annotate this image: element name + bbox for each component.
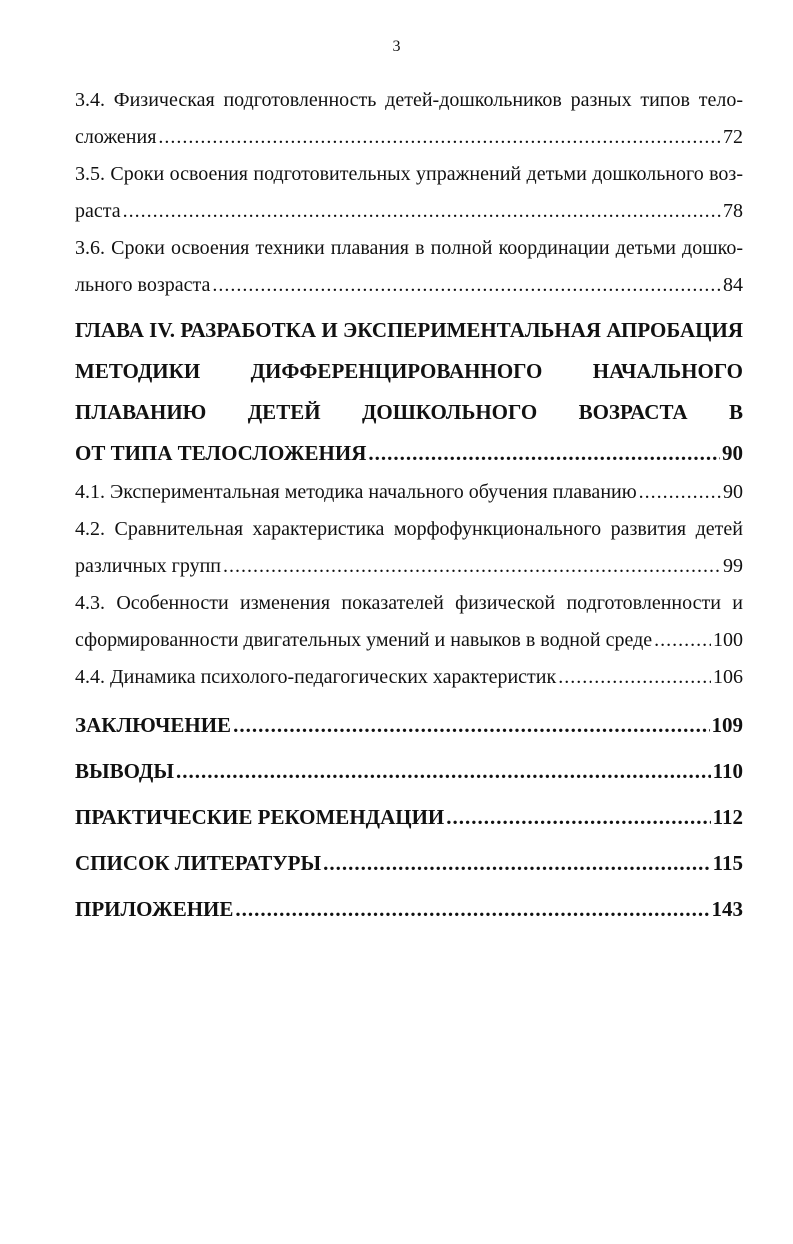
toc-recommendations-label: ПРАКТИЧЕСКИЕ РЕКОМЕНДАЦИИ [75, 805, 445, 829]
dot-leader [223, 548, 721, 585]
toc-findings-page: 110 [712, 759, 743, 783]
toc-entry-3-6-page: 84 [723, 274, 743, 296]
toc-chapter-4-line3: ПЛАВАНИЮ ДЕТЕЙ ДОШКОЛЬНОГО ВОЗРАСТА В [75, 400, 743, 424]
toc-entry-4-2[interactable] [75, 548, 743, 585]
dot-leader [212, 267, 721, 304]
toc-entry-3-6-line1: 3.6. Сроки освоения техники плавания в полной координации детьми дошко- [75, 237, 743, 259]
toc-entry-3-6-line2: льного возраста [75, 274, 211, 296]
toc-findings[interactable] [75, 748, 743, 794]
dot-leader [639, 474, 721, 511]
toc-conclusion-label: ЗАКЛЮЧЕНИЕ [75, 713, 232, 737]
toc-appendix[interactable] [75, 886, 743, 932]
toc-entry-4-3-page: 100 [713, 629, 743, 651]
toc-bibliography-label: СПИСОК ЛИТЕРАТУРЫ [75, 851, 322, 875]
toc-bibliography-page: 115 [712, 851, 743, 875]
toc-chapter-4[interactable] [75, 433, 743, 474]
toc-entry-4-3[interactable] [75, 622, 743, 659]
toc-entry-4-4-line1: 4.4. Динамика психолого-педагогических характеристик [75, 666, 557, 688]
toc-chapter-4-line2: МЕТОДИКИ ДИФФЕРЕНЦИРОВАННОГО НАЧАЛЬНОГО [75, 359, 743, 383]
dot-leader [158, 119, 721, 156]
dot-leader [654, 622, 711, 659]
toc-entry-3-5-line2: раста [75, 200, 121, 222]
toc-entry-4-2-line2: различных групп [75, 555, 222, 577]
toc-entry-4-1[interactable] [75, 474, 743, 511]
dot-leader [123, 193, 721, 230]
toc-bibliography[interactable] [75, 840, 743, 886]
dot-leader [233, 702, 709, 748]
toc-chapter-4-line1: ГЛАВА IV. РАЗРАБОТКА И ЭКСПЕРИМЕНТАЛЬНАЯ АПРОБАЦИЯ [75, 318, 743, 342]
toc-recommendations[interactable] [75, 794, 743, 840]
toc-entry-3-4-page: 72 [723, 126, 743, 148]
dot-leader [446, 794, 710, 840]
toc-entry-4-2-line1: 4.2. Сравнительная характеристика морфофункционального развития детей [75, 518, 743, 540]
toc-entry-4-2-page: 99 [723, 555, 743, 577]
toc-appendix-page: 143 [711, 897, 743, 921]
dot-leader [235, 886, 709, 932]
toc-entry-3-5[interactable] [75, 193, 743, 230]
toc-entry-3-4-line2: сложения [75, 126, 157, 148]
toc-conclusion[interactable] [75, 702, 743, 748]
toc-entry-3-4[interactable] [75, 119, 743, 156]
toc-entry-4-3-line1: 4.3. Особенности изменения показателей физической подготовленности и [75, 592, 743, 614]
toc-entry-4-1-line1: 4.1. Экспериментальная методика начального обучения плаванию [75, 481, 637, 503]
toc-entry-3-4-line1: 3.4. Физическая подготовленность детей-дошкольников разных типов тело- [75, 89, 743, 111]
page-number: 3 [392, 38, 401, 55]
dot-leader [323, 840, 711, 886]
toc-entry-3-5-page: 78 [723, 200, 743, 222]
table-of-contents [75, 82, 743, 932]
toc-entry-3-6[interactable] [75, 267, 743, 304]
toc-recommendations-page: 112 [712, 805, 743, 829]
toc-findings-label: ВЫВОДЫ [75, 759, 174, 783]
toc-conclusion-page: 109 [711, 713, 743, 737]
toc-entry-3-5-line1: 3.5. Сроки освоения подготовительных упражнений детьми дошкольного воз- [75, 163, 743, 185]
dot-leader [368, 433, 720, 474]
toc-entry-4-4[interactable] [75, 659, 743, 696]
toc-entry-4-4-page: 106 [713, 666, 743, 688]
toc-chapter-4-page: 90 [722, 441, 743, 465]
dot-leader [558, 659, 711, 696]
dot-leader [176, 748, 711, 794]
toc-entry-4-3-line2: сформированности двигательных умений и навыков в водной среде [75, 629, 653, 651]
toc-chapter-4-line4: ОТ ТИПА ТЕЛОСЛОЖЕНИЯ [75, 441, 367, 465]
toc-entry-4-1-page: 90 [723, 481, 743, 503]
toc-appendix-label: ПРИЛОЖЕНИЕ [75, 897, 234, 921]
